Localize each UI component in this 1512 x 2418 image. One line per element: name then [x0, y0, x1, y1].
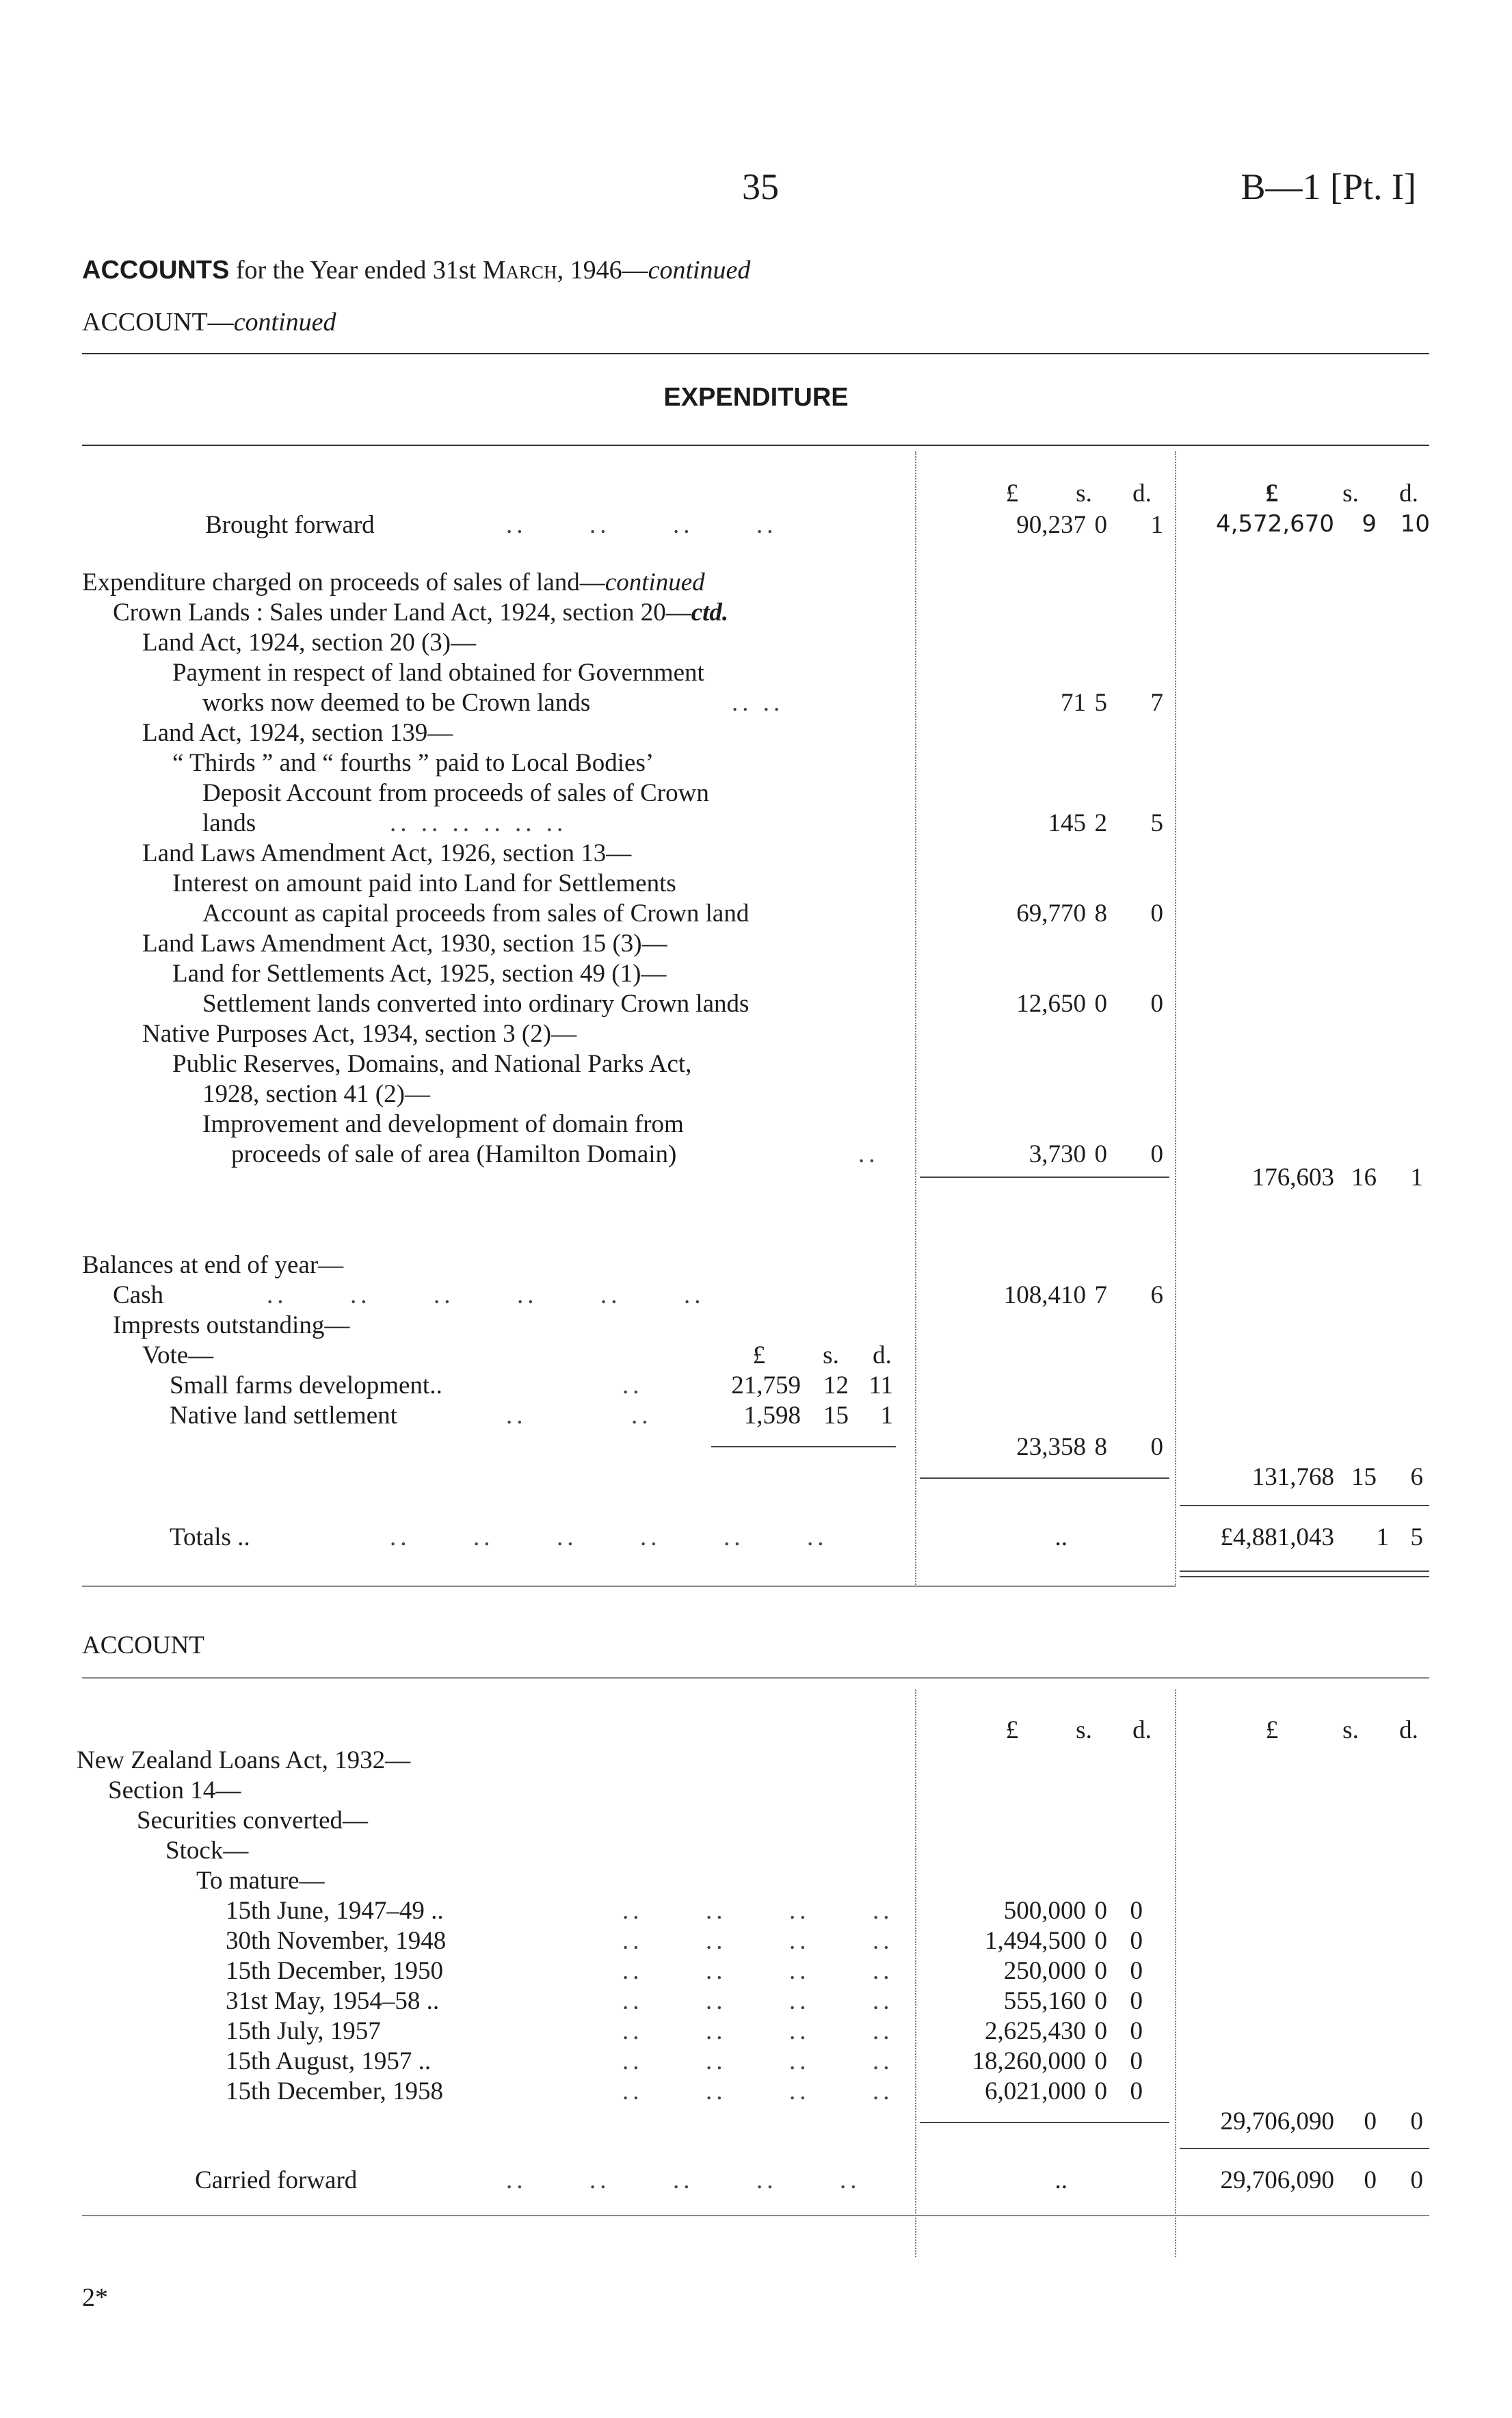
expenditure-line-11: Account as capital proceeds from sales of Crown land — [202, 899, 750, 928]
subtotal-1-pence: 1 — [1410, 1164, 1423, 1192]
line-19-c1-pounds: 3,730 — [1029, 1140, 1086, 1168]
expenditure-line-6: “ Thirds ” and “ fourths ” paid to Local Bodies’ — [172, 749, 654, 777]
maturity-pounds: 555,160 — [1003, 1987, 1086, 2015]
expenditure-line-18: Improvement and development of domain from — [202, 1110, 684, 1138]
page-subtitle — [82, 309, 336, 335]
maturity-shillings: 0 — [1094, 1927, 1107, 1955]
account-line-3: Stock— — [165, 1837, 249, 1865]
line-14-c1-pounds: 12,650 — [1016, 990, 1086, 1018]
maturity-pence: 0 — [1130, 2017, 1143, 2045]
title-continued: continued — [648, 256, 751, 285]
maturity-pounds: 500,000 — [1003, 1897, 1086, 1925]
acc-col2-shillings-head: s. — [1342, 1716, 1359, 1744]
small-farms-shillings: 12 — [823, 1371, 849, 1399]
balances-subtotal-pounds: 131,768 — [1251, 1463, 1334, 1491]
leader-dots: .. .. — [506, 1402, 652, 1430]
expenditure-line-2: Land Act, 1924, section 20 (3)— — [142, 629, 477, 657]
balances-subtotal-pence: 6 — [1410, 1463, 1423, 1491]
account-top-rule — [82, 1677, 1429, 1679]
carried-top-rule — [1180, 2148, 1429, 2149]
leader-dots: .. .. .. .. .. .. — [267, 1281, 705, 1309]
acc-col1-pounds-head: £ — [1005, 1716, 1019, 1744]
expenditure-line-13: Land for Settlements Act, 1925, section 49 (1)— — [172, 960, 667, 988]
line-4-c1-shillings: 5 — [1094, 689, 1107, 717]
page-number: 35 — [742, 166, 779, 207]
balances-rule — [920, 1477, 1169, 1479]
carried-forward-c1: .. — [1055, 2166, 1067, 2194]
acc-col2-pounds-head: £ — [1265, 1716, 1279, 1744]
maturity-date: 15th December, 1950 — [226, 1957, 444, 1985]
leader-dots: .. .. .. .. — [622, 2047, 894, 2075]
line-8-c1-pence: 5 — [1150, 809, 1163, 837]
maturity-shillings: 0 — [1094, 2017, 1107, 2045]
title-text: for the Year ended 31st — [229, 256, 483, 285]
maturity-pence: 0 — [1130, 1897, 1143, 1925]
top-rule — [82, 353, 1429, 354]
bottom-rule — [82, 2215, 1429, 2216]
imprest-rule — [711, 1446, 896, 1447]
leader-dots: .. .. — [732, 689, 784, 717]
title-year: , 1946— — [557, 256, 648, 285]
expenditure-line-7: Deposit Account from proceeds of sales of Crown — [202, 779, 709, 807]
subtotal-rule — [920, 1177, 1169, 1178]
cash-c1-shillings: 7 — [1094, 1281, 1107, 1309]
cash-c1-pence: 6 — [1150, 1281, 1163, 1309]
inner-shillings-head: s. — [823, 1341, 839, 1369]
small-farms-pence: 11 — [868, 1371, 893, 1399]
expenditure-line-14: Settlement lands converted into ordinary Crown lands — [202, 990, 750, 1018]
acc-col2-pence-head: d. — [1399, 1716, 1418, 1744]
account-line-2: Securities converted— — [137, 1806, 369, 1835]
maturity-pounds: 250,000 — [1003, 1957, 1086, 1985]
col2-pence-head: d. — [1399, 479, 1418, 508]
totals-c2-pounds: £4,881,043 — [1220, 1523, 1334, 1551]
brought-forward-c2-shillings: 9 — [1362, 510, 1377, 538]
balances-subtotal-shillings: 15 — [1351, 1463, 1377, 1491]
expenditure-line-12: Land Laws Amendment Act, 1930, section 15 (3)— — [142, 930, 667, 958]
maturity-date: 15th June, 1947–49 .. — [226, 1897, 444, 1925]
maturity-pounds: 18,260,000 — [972, 2047, 1086, 2075]
page-title — [82, 257, 750, 283]
leader-dots: .. .. .. .. .. — [506, 2166, 861, 2194]
maturity-date: 31st May, 1954–58 .. — [226, 1987, 440, 2015]
line-4-c1-pence: 7 — [1150, 689, 1163, 717]
imprests-label: Imprests outstanding— — [113, 1311, 350, 1339]
account-line-4: To mature— — [196, 1867, 325, 1895]
expenditure-line-5: Land Act, 1924, section 139— — [142, 719, 453, 747]
account-line-0: New Zealand Loans Act, 1932— — [77, 1746, 411, 1774]
leader-dots: .. .. .. .. .. .. — [390, 1523, 828, 1551]
column-divider — [1175, 451, 1176, 1587]
carried-forward-pence: 0 — [1410, 2166, 1423, 2194]
imprest-total-pence: 0 — [1150, 1433, 1163, 1461]
subtotal-1-pounds: 176,603 — [1251, 1164, 1334, 1192]
line-8-c1-pounds: 145 — [1048, 809, 1086, 837]
maturity-pence: 0 — [1130, 1957, 1143, 1985]
col1-pence-head: d. — [1132, 479, 1152, 508]
acc-col1-shillings-head: s. — [1076, 1716, 1092, 1744]
native-land-pounds: 1,598 — [743, 1402, 801, 1430]
line-8-c1-shillings: 2 — [1094, 809, 1107, 837]
inner-pence-head: d. — [873, 1341, 892, 1369]
native-land-pence: 1 — [880, 1402, 893, 1430]
expenditure-line-9: Land Laws Amendment Act, 1926, section 13— — [142, 839, 632, 867]
subtotal-1-shillings: 16 — [1351, 1164, 1377, 1192]
maturity-pounds: 1,494,500 — [985, 1927, 1086, 1955]
native-land-label: Native land settlement — [170, 1402, 397, 1430]
leader-dots: .. .. .. .. — [622, 2017, 894, 2045]
small-farms-label: Small farms development.. — [170, 1371, 442, 1399]
maturity-pence: 0 — [1130, 2047, 1143, 2075]
leader-dots: .. — [622, 1371, 644, 1399]
cash-c1-pounds: 108,410 — [1003, 1281, 1086, 1309]
line-11-c1-shillings: 8 — [1094, 899, 1107, 928]
totals-double-rule — [1180, 1571, 1429, 1577]
maturity-date: 15th August, 1957 .. — [226, 2047, 432, 2075]
totals-c2-shillings: 1 — [1376, 1523, 1389, 1551]
maturity-date: 30th November, 1948 — [226, 1927, 447, 1955]
line-11-c1-pence: 0 — [1150, 899, 1163, 928]
expenditure-line-4: works now deemed to be Crown lands — [202, 689, 591, 717]
leader-dots: .. .. .. .. — [622, 1987, 894, 2015]
carried-forward-pounds: 29,706,090 — [1220, 2166, 1334, 2194]
maturities-rule — [920, 2122, 1169, 2123]
carried-forward-label: Carried forward — [195, 2166, 358, 2194]
expenditure-heading: EXPENDITURE — [663, 383, 849, 412]
document-reference: B—1 [Pt. I] — [1241, 166, 1416, 207]
brought-forward-c1-pence: 1 — [1150, 511, 1163, 539]
maturity-shillings: 0 — [1094, 1987, 1107, 2015]
maturity-pounds: 2,625,430 — [985, 2017, 1086, 2045]
leader-dots: .. .. .. .. — [506, 511, 778, 539]
col2-shillings-head: s. — [1342, 479, 1359, 508]
vote-label: Vote— — [142, 1341, 214, 1369]
imprest-total-shillings: 8 — [1094, 1433, 1107, 1461]
expenditure-line-10: Interest on amount paid into Land for Settlements — [172, 869, 676, 897]
leader-dots: .. .. .. .. .. .. — [390, 809, 568, 837]
col1-pounds-head: £ — [1005, 479, 1019, 508]
title-bold: ACCOUNTS — [82, 256, 230, 285]
totals-top-rule — [1180, 1505, 1429, 1506]
maturity-pence: 0 — [1130, 1927, 1143, 1955]
column-divider — [915, 1690, 916, 2257]
cash-label: Cash — [113, 1281, 163, 1309]
maturity-date: 15th December, 1958 — [226, 2077, 444, 2105]
leader-dots: .. .. .. .. — [622, 1897, 894, 1925]
line-19-c1-shillings: 0 — [1094, 1140, 1107, 1168]
maturity-shillings: 0 — [1094, 1897, 1107, 1925]
col1-shillings-head: s. — [1076, 479, 1092, 508]
column-divider — [1175, 1690, 1176, 2257]
account-heading: ACCOUNT — [82, 1631, 204, 1659]
maturity-date: 15th July, 1957 — [226, 2017, 381, 2045]
maturity-pence: 0 — [1130, 1987, 1143, 2015]
subtitle-continued: continued — [233, 308, 336, 337]
maturities-total-shillings: 0 — [1364, 2107, 1377, 2136]
maturities-total-pence: 0 — [1410, 2107, 1423, 2136]
totals-label: Totals .. — [170, 1523, 250, 1551]
leader-dots: .. .. .. .. — [622, 1927, 894, 1955]
brought-forward-label: Brought forward — [205, 511, 375, 539]
brought-forward-c1-shillings: 0 — [1094, 511, 1107, 539]
brought-forward-c1-pounds: 90,237 — [1016, 511, 1086, 539]
acc-col1-pence-head: d. — [1132, 1716, 1152, 1744]
expenditure-line-0: Expenditure charged on proceeds of sales of land—continued — [82, 568, 705, 596]
line-4-c1-pounds: 71 — [1061, 689, 1086, 717]
brought-forward-c2-pounds: 4,572,670 — [1215, 510, 1334, 538]
col2-pounds-head: £ — [1265, 479, 1279, 508]
expenditure-line-3: Payment in respect of land obtained for Government — [172, 659, 704, 687]
native-land-shillings: 15 — [823, 1402, 849, 1430]
expenditure-line-8: lands — [202, 809, 256, 837]
maturity-pence: 0 — [1130, 2077, 1143, 2105]
small-farms-pounds: 21,759 — [731, 1371, 801, 1399]
line-11-c1-pounds: 69,770 — [1016, 899, 1086, 928]
leader-dots: .. .. .. .. — [622, 2077, 894, 2105]
inner-pounds-head: £ — [752, 1341, 766, 1369]
account-line-1: Section 14— — [108, 1776, 241, 1804]
title-month: March — [482, 256, 557, 285]
column-divider — [915, 451, 916, 1587]
carried-forward-shillings: 0 — [1364, 2166, 1377, 2194]
header-rule — [82, 445, 1429, 446]
expenditure-line-17: 1928, section 41 (2)— — [202, 1080, 430, 1108]
leader-dots: .. — [858, 1140, 879, 1168]
balances-heading: Balances at end of year— — [82, 1251, 344, 1279]
expenditure-line-16: Public Reserves, Domains, and National Parks Act, — [172, 1050, 692, 1078]
expenditure-line-15: Native Purposes Act, 1934, section 3 (2)— — [142, 1020, 577, 1048]
totals-c1: .. — [1055, 1523, 1067, 1551]
footer-signature: 2* — [82, 2283, 108, 2312]
line-14-c1-pence: 0 — [1150, 990, 1163, 1018]
imprest-total-pounds: 23,358 — [1016, 1433, 1086, 1461]
maturity-shillings: 0 — [1094, 1957, 1107, 1985]
expenditure-line-19: proceeds of sale of area (Hamilton Domain) — [231, 1140, 677, 1168]
leader-dots: .. .. .. .. — [622, 1957, 894, 1985]
line-19-c1-pence: 0 — [1150, 1140, 1163, 1168]
expenditure-line-1: Crown Lands : Sales under Land Act, 1924, section 20—ctd. — [113, 599, 729, 627]
totals-c2-pence: 5 — [1410, 1523, 1423, 1551]
section-end-rule — [82, 1586, 1176, 1587]
maturity-shillings: 0 — [1094, 2077, 1107, 2105]
maturities-total-pounds: 29,706,090 — [1220, 2107, 1334, 2136]
brought-forward-c2-pence: 10 — [1400, 510, 1430, 538]
line-14-c1-shillings: 0 — [1094, 990, 1107, 1018]
maturity-shillings: 0 — [1094, 2047, 1107, 2075]
maturity-pounds: 6,021,000 — [985, 2077, 1086, 2105]
subtitle-text: ACCOUNT— — [82, 308, 234, 337]
